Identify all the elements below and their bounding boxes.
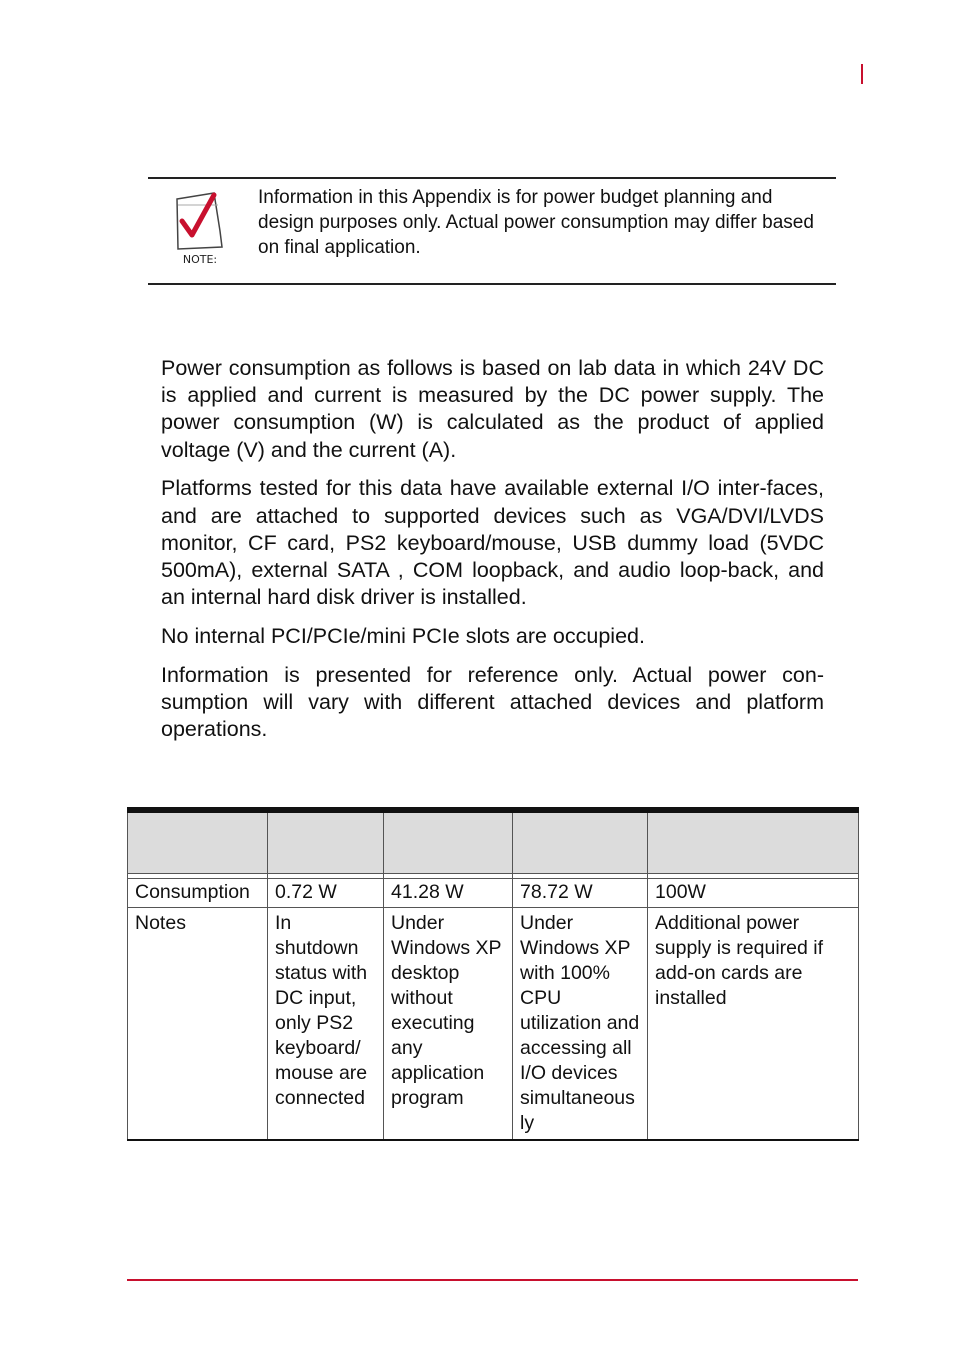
table-header-cell: [648, 810, 859, 874]
table-cell: Under Windows XP desktop without executing any application program: [384, 908, 513, 1141]
table-row-consumption: [128, 879, 859, 908]
table-header-cell: [384, 810, 513, 874]
footer-rule: [127, 1279, 858, 1281]
note-label: NOTE:: [182, 253, 218, 266]
table-cell: 100W: [648, 879, 859, 908]
table-cell: In shutdown status with DC input, only PS2 keyboard/ mouse are connected: [268, 908, 384, 1141]
table-cell: 78.72 W: [513, 879, 648, 908]
table-row-notes: [128, 908, 859, 1141]
table-cell: Notes: [128, 908, 268, 1141]
header-marker: [861, 64, 863, 84]
table-cell: 0.72 W: [268, 879, 384, 908]
table-header-cell: [128, 810, 268, 874]
table-header-cell: [513, 810, 648, 874]
paragraph: Platforms tested for this data have available external I/O inter-faces, and are attached to supported devices such as VGA/DVI/LVDS monitor, CF card, PS2 keyboard/mouse, USB dummy load (5VDC 500mA), external SATA , COM loopback, and audio loop-back, and an internal hard disk driver is installed.: [161, 476, 824, 610]
paragraph: No internal PCI/PCIe/mini PCIe slots are occupied.: [161, 623, 645, 648]
note-box: [148, 177, 836, 285]
table-cell: Under Windows XP with 100% CPU utilization and accessing all I/O devices simultaneous ly: [513, 908, 648, 1141]
paragraph: Power consumption as follows is based on lab data in which 24V DC is applied and current is measured by the DC power supply. The power consumption (W) is calculated as the product of applied voltage (V) and the current (A).: [161, 356, 824, 462]
body-text: [161, 355, 824, 755]
note-check-icon: [174, 191, 226, 267]
power-consumption-table: [127, 807, 859, 1141]
note-text: Information in this Appendix is for power budget planning and design purposes only. Actual power consumption may differ based on final application.: [258, 187, 814, 258]
table-cell: Additional power supply is required if add-on cards are installed: [648, 908, 859, 1141]
table-header-cell: [268, 810, 384, 874]
table-cell: Consumption: [128, 879, 268, 908]
paragraph: Information is presented for reference only. Actual power con-sumption will vary with different attached devices and platform operations.: [161, 662, 824, 741]
table-cell: 41.28 W: [384, 879, 513, 908]
table-header-row: [128, 810, 859, 874]
